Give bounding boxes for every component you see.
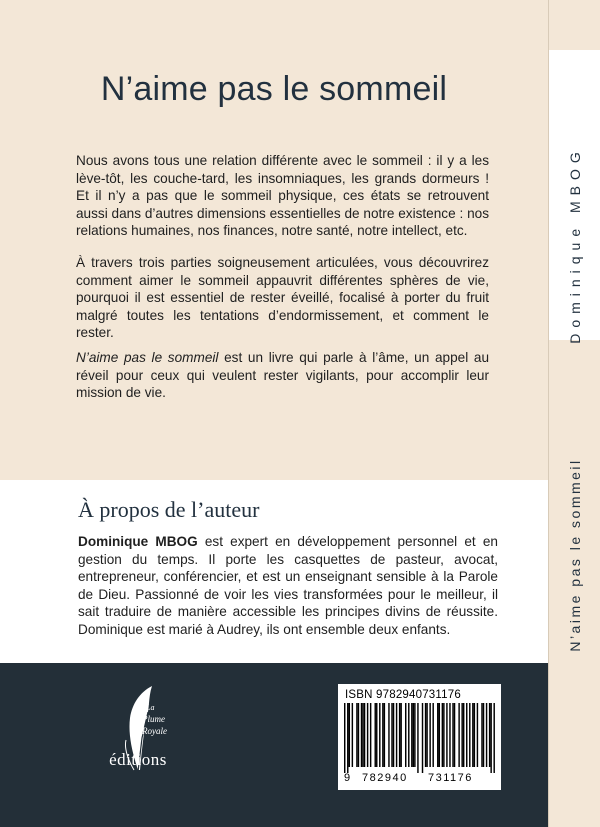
barcode-bar	[483, 703, 484, 767]
barcode-bar	[452, 703, 453, 767]
logo-script-plume: Plume	[142, 714, 165, 724]
barcode-bar	[469, 703, 470, 767]
barcode-bar	[388, 703, 389, 767]
barcode-bar	[429, 703, 430, 767]
barcode-bar	[391, 703, 392, 767]
barcode-digit-group-1: 782940	[362, 772, 408, 784]
barcode-bar	[481, 703, 482, 767]
summary-paragraph-1: Nous avons tous une relation différente avec le sommeil : il y a les lève-tôt, les couche-tard, les insomniaques, les grands dormeurs ! Et il n’y a pas que le sommeil physique, ces états se retrouvent aussi dans d’autres dimensions essentielles de notre existence : nos relations humaines, nos finances, notre santé, notre intellect, etc.	[76, 153, 489, 239]
author-name: Dominique MBOG	[78, 534, 198, 549]
spine-title: N’aime pas le sommeil	[567, 458, 583, 652]
barcode-bar	[361, 703, 362, 767]
barcode-bar	[411, 703, 412, 767]
isbn-label: ISBN 9782940731176	[345, 689, 461, 701]
book-spine	[548, 0, 600, 827]
barcode-bar	[413, 703, 414, 767]
spine-author-panel	[549, 50, 600, 344]
barcode-bar	[486, 703, 487, 767]
barcode-bar	[356, 703, 357, 767]
barcode-bar	[489, 703, 490, 767]
barcode-bar	[367, 703, 368, 767]
book-title-italic: N’aime pas le sommeil	[76, 350, 219, 365]
barcode-bar	[446, 703, 447, 767]
barcode-bar	[408, 703, 409, 767]
barcode-bars	[344, 703, 495, 773]
barcode-digit-first: 9	[344, 772, 351, 784]
barcode-bar	[477, 703, 478, 767]
barcode-bar	[352, 703, 353, 767]
barcode-bar	[493, 703, 494, 773]
barcode-bar	[376, 703, 377, 767]
book-title: N’aime pas le sommeil	[100, 70, 448, 108]
publisher-label: éditions	[109, 750, 167, 769]
author-bio-text: est expert en développement personnel et en gestion du temps. Il porte les casquettes de pasteur, avocat, entrepreneur, conférencier, et est un enseignant sensible à la Parole de Dieu. Passionné de voir les vies transformées pour le meilleur, il sait traduire de manière accessible les principes divins de réussite. Dominique est marié à Audrey, ils ont ensemble deux enfants.	[78, 534, 498, 637]
barcode-bar	[364, 703, 365, 767]
barcode-bar	[443, 703, 444, 767]
barcode-bar	[414, 703, 415, 767]
barcode-bar	[393, 703, 394, 767]
barcode-bar	[370, 703, 371, 767]
barcode-bar	[405, 703, 406, 767]
barcode-bar	[358, 703, 359, 767]
spine-author: Dominique MBOG	[567, 146, 583, 344]
barcode-bar	[375, 703, 376, 767]
barcode-digit-group-2: 731176	[428, 772, 473, 784]
barcode-bar	[362, 703, 363, 767]
barcode-bar	[384, 703, 385, 767]
barcode-bar	[400, 703, 401, 767]
barcode-bar	[461, 703, 462, 767]
barcode-bar	[458, 703, 459, 767]
barcode-bar	[490, 703, 491, 773]
barcode-bar	[432, 703, 433, 767]
barcode-bar	[466, 703, 467, 767]
barcode-bar	[417, 703, 418, 773]
barcode-bar	[396, 703, 397, 767]
barcode-bar	[474, 703, 475, 767]
summary-paragraph-3-text: est un livre qui parle à l’âme, un appel au réveil pour ceux qui veulent rester vigilants, pour accomplir leur mission de vie.	[76, 350, 490, 401]
barcode-bar	[426, 703, 427, 767]
barcode-bar	[399, 703, 400, 767]
barcode-bar	[382, 703, 383, 767]
barcode-bar	[454, 703, 455, 767]
barcode-bar	[347, 703, 348, 773]
barcode-bar	[463, 703, 464, 767]
barcode-bar	[442, 703, 443, 767]
about-heading: À propos de l’auteur	[78, 497, 260, 522]
summary-paragraph-3	[76, 349, 489, 402]
barcode-bar	[379, 703, 380, 767]
summary-paragraph-2: À travers trois parties soigneusement articulées, vous découvrirez comment aimer le sommeil appauvrit différentes sphères de vie, pourquoi il est essentiel de rester éveillé, focalisé à porter du fruit malgré toutes les tentations d’endormissement, et comment le rester.	[76, 255, 489, 341]
barcode-bar	[439, 703, 440, 767]
barcode-bar	[349, 703, 350, 767]
logo-script-royale: Royale	[142, 726, 167, 736]
isbn-barcode	[338, 684, 501, 790]
barcode-bar	[449, 703, 450, 767]
barcode-bar	[422, 703, 423, 773]
barcode-bar	[425, 703, 426, 767]
barcode-bar	[437, 703, 438, 767]
barcode-bar	[344, 703, 345, 773]
author-bio	[78, 533, 498, 639]
logo-script-la: La	[146, 703, 155, 712]
barcode-bar	[472, 703, 473, 767]
